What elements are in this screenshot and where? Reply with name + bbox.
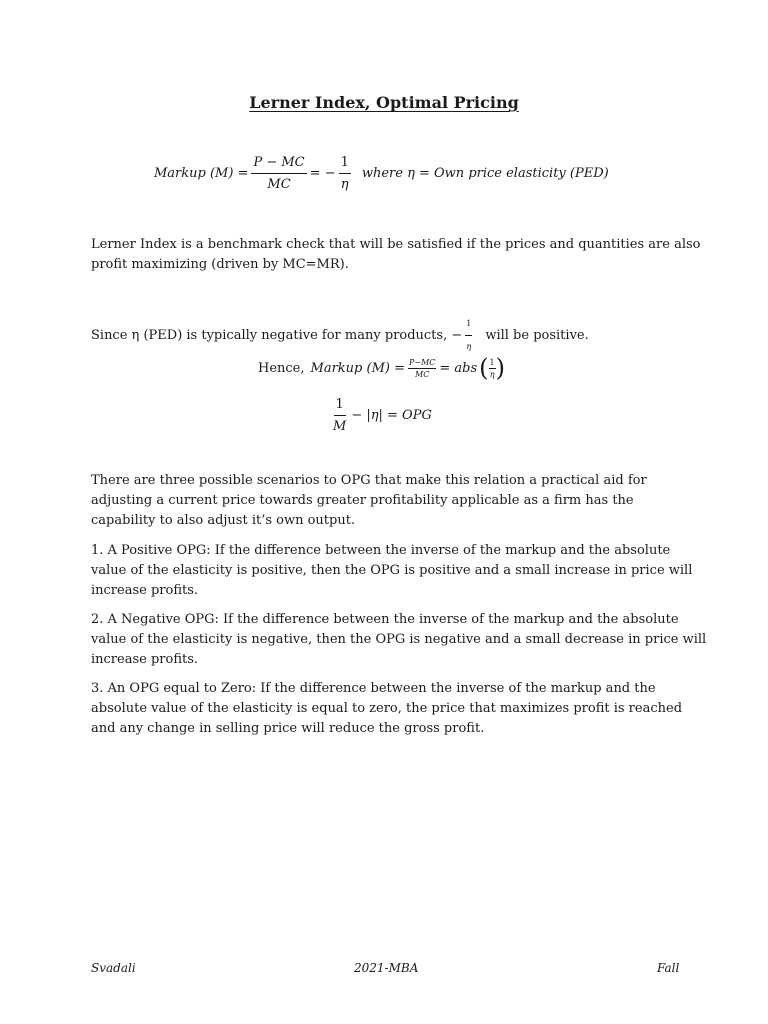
eq1-fraction <box>251 155 306 192</box>
eq2-fraction <box>408 358 436 379</box>
ped-inverse-eta <box>465 314 472 357</box>
positive-opg-item <box>91 541 691 601</box>
eq1-lhs: Markup (M) = <box>154 166 249 181</box>
text-line: increase profits. <box>91 652 199 667</box>
eq2-inverse-eta <box>489 358 496 379</box>
lerner-paragraph <box>91 235 701 275</box>
text-line: value of the elasticity is positive, then the OPG is positive and a small increase in price will <box>91 563 693 578</box>
eq2-eta: η <box>489 369 495 379</box>
text-line: There are three possible scenarios to OPG that make this relation a practical aid for <box>91 473 647 488</box>
eq1-inverse-eta <box>339 155 351 192</box>
footer-author: Svadali <box>91 961 136 975</box>
hence-label: Hence, <box>258 360 305 376</box>
ped-eta: η <box>466 342 472 351</box>
eq2-denominator: MC <box>415 369 430 379</box>
eq1-numerator: P − MC <box>251 155 306 174</box>
eq1-equals-negative: = − <box>309 166 336 181</box>
right-paren: ) <box>495 354 506 382</box>
eq2-abs: = abs <box>439 360 478 376</box>
zero-opg-item <box>91 679 691 739</box>
text-line: Lerner Index is a benchmark check that will be satisfied if the prices and quantities are also <box>91 237 701 252</box>
page-title: Lerner Index, Optimal Pricing <box>249 93 519 112</box>
negative-opg-item <box>91 610 707 670</box>
text-line: adjusting a current price towards greater profitability applicable as a firm has the <box>91 493 634 508</box>
text-line: and any change in selling price will reduce the gross profit. <box>91 721 485 736</box>
eq3-m: M <box>333 419 347 434</box>
scenarios-paragraph <box>91 471 691 531</box>
eq3-rest: − |η| = OPG <box>351 408 432 423</box>
footer-course: 2021-MBA <box>354 961 419 975</box>
markup-equation <box>154 155 609 192</box>
text-line: increase profits. <box>91 583 199 598</box>
eq2-lhs: Markup (M) = <box>310 360 405 376</box>
eq1-eta: η <box>340 177 349 192</box>
text-line: value of the elasticity is negative, then the OPG is negative and a small decrease in price will <box>91 632 707 647</box>
text-line: 1. A Positive OPG: If the difference between the inverse of the markup and the absolute <box>91 543 671 558</box>
hence-equation <box>258 356 505 380</box>
left-paren: ( <box>479 354 489 382</box>
ped-text-before: Since η (PED) is typically negative for many products, − <box>91 327 463 343</box>
eq1-denominator: MC <box>267 177 291 192</box>
footer-term: Fall <box>657 961 680 975</box>
eq3-one: 1 <box>334 397 346 416</box>
text-line: capability to also adjust it’s own output. <box>91 513 356 528</box>
text-line: 3. An OPG equal to Zero: If the difference between the inverse of the markup and the <box>91 681 656 696</box>
ped-paragraph <box>91 314 691 357</box>
opg-equation <box>328 397 432 434</box>
ped-text-after: will be positive. <box>485 327 589 343</box>
text-line: absolute value of the elasticity is equal to zero, the price that maximizes profit is reached <box>91 701 683 716</box>
eq2-numerator: P−MC <box>408 357 436 367</box>
eq3-inverse-m <box>331 397 348 434</box>
eq1-one: 1 <box>339 155 351 174</box>
eq2-one: 1 <box>489 357 495 367</box>
eq1-where-clause: where η = Own price elasticity (PED) <box>361 166 609 181</box>
text-line: 2. A Negative OPG: If the difference between the inverse of the markup and the absolute <box>91 612 679 627</box>
text-line: profit maximizing (driven by MC=MR). <box>91 257 349 272</box>
ped-one: 1 <box>465 314 472 336</box>
